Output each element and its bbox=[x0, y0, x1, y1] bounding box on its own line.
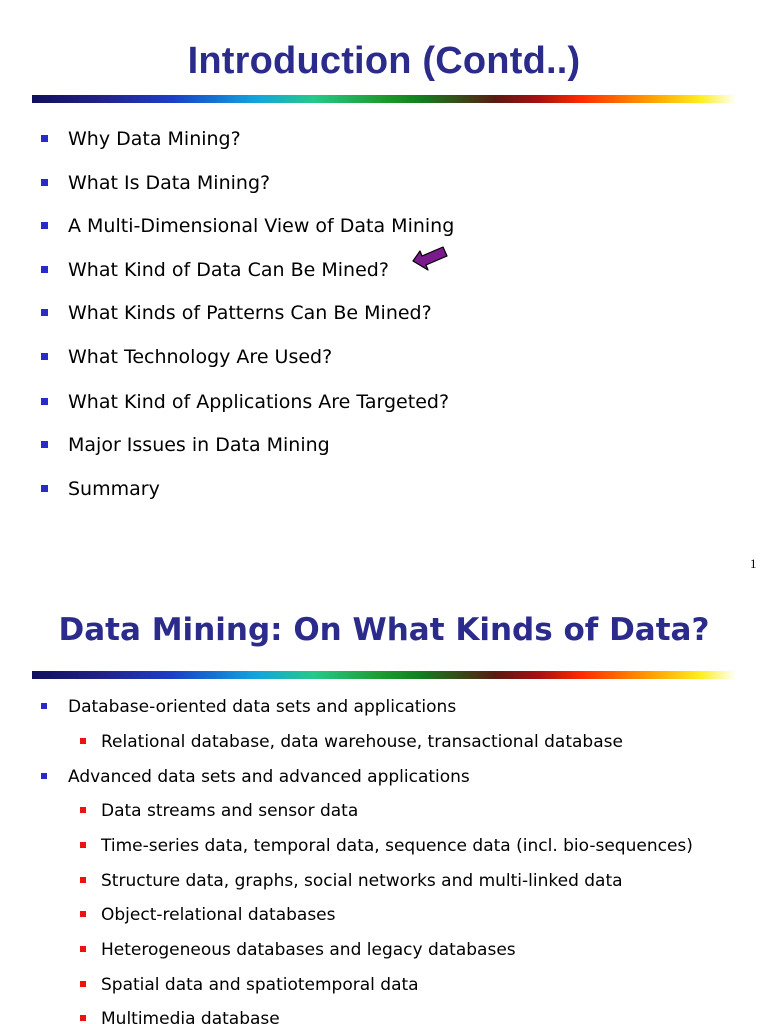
list-item-text: Summary bbox=[68, 478, 160, 500]
list-item bbox=[68, 433, 330, 457]
square-bullet-icon bbox=[80, 877, 86, 883]
title-divider bbox=[32, 671, 736, 679]
square-bullet-icon bbox=[80, 807, 86, 813]
sub-list-item bbox=[101, 870, 623, 892]
list-item-text: Relational database, data warehouse, transactional database bbox=[101, 732, 623, 752]
list-item-text: What Technology Are Used? bbox=[68, 346, 333, 368]
title-divider bbox=[32, 95, 736, 103]
list-item-text: Data streams and sensor data bbox=[101, 801, 359, 821]
list-item-text: What Kind of Applications Are Targeted? bbox=[68, 391, 450, 413]
list-item-text: Why Data Mining? bbox=[68, 128, 241, 150]
sub-list-item bbox=[101, 731, 623, 753]
arrow-pointer-icon bbox=[410, 242, 450, 272]
list-item-text: Multimedia database bbox=[101, 1009, 280, 1024]
sub-list-item bbox=[101, 835, 693, 857]
list-item-text: What Is Data Mining? bbox=[68, 172, 271, 194]
slide-title: Data Mining: On What Kinds of Data? bbox=[58, 612, 710, 648]
list-item-text: What Kind of Data Can Be Mined? bbox=[68, 259, 389, 281]
list-item-text: Structure data, graphs, social networks and multi-linked data bbox=[101, 871, 623, 891]
list-item-text: Spatial data and spatiotemporal data bbox=[101, 975, 419, 995]
square-bullet-icon bbox=[41, 703, 47, 709]
sub-list-item bbox=[101, 904, 336, 926]
slide-kinds-of-data bbox=[0, 584, 768, 1024]
list-item bbox=[68, 127, 241, 151]
square-bullet-icon bbox=[41, 309, 48, 316]
square-bullet-icon bbox=[41, 222, 48, 229]
square-bullet-icon bbox=[80, 1015, 86, 1021]
list-item-text: Heterogeneous databases and legacy databases bbox=[101, 940, 516, 960]
list-item-text: Database-oriented data sets and applications bbox=[68, 697, 457, 717]
square-bullet-icon bbox=[80, 738, 86, 744]
square-bullet-icon bbox=[41, 179, 48, 186]
square-bullet-icon bbox=[80, 911, 86, 917]
sub-list-item bbox=[101, 800, 358, 822]
square-bullet-icon bbox=[80, 981, 86, 987]
page-number: 1 bbox=[750, 556, 757, 571]
square-bullet-icon bbox=[41, 135, 48, 142]
list-item-text: Advanced data sets and advanced applications bbox=[68, 767, 470, 787]
slide-title: Introduction (Contd..) bbox=[187, 40, 581, 82]
list-item bbox=[68, 390, 449, 414]
list-item-text: Object-relational databases bbox=[101, 905, 336, 925]
square-bullet-icon bbox=[80, 946, 86, 952]
square-bullet-icon bbox=[80, 842, 86, 848]
list-item-text: What Kinds of Patterns Can Be Mined? bbox=[68, 302, 432, 324]
square-bullet-icon bbox=[41, 266, 48, 273]
square-bullet-icon bbox=[41, 398, 48, 405]
square-bullet-icon bbox=[41, 485, 48, 492]
list-item-text: Time-series data, temporal data, sequence data (incl. bio-sequences) bbox=[101, 836, 693, 856]
square-bullet-icon bbox=[41, 441, 48, 448]
sub-list-item bbox=[101, 974, 419, 996]
list-item bbox=[68, 766, 470, 788]
list-item-text: A Multi-Dimensional View of Data Mining bbox=[68, 215, 455, 237]
list-item bbox=[68, 696, 456, 718]
list-item bbox=[68, 477, 160, 501]
list-item bbox=[68, 345, 332, 369]
list-item bbox=[68, 258, 389, 282]
list-item bbox=[68, 214, 454, 238]
list-item bbox=[68, 171, 270, 195]
sub-list-item bbox=[101, 939, 516, 961]
square-bullet-icon bbox=[41, 353, 48, 360]
sub-list-item bbox=[101, 1008, 280, 1024]
square-bullet-icon bbox=[41, 773, 47, 779]
list-item bbox=[68, 301, 432, 325]
list-item-text: Major Issues in Data Mining bbox=[68, 434, 330, 456]
